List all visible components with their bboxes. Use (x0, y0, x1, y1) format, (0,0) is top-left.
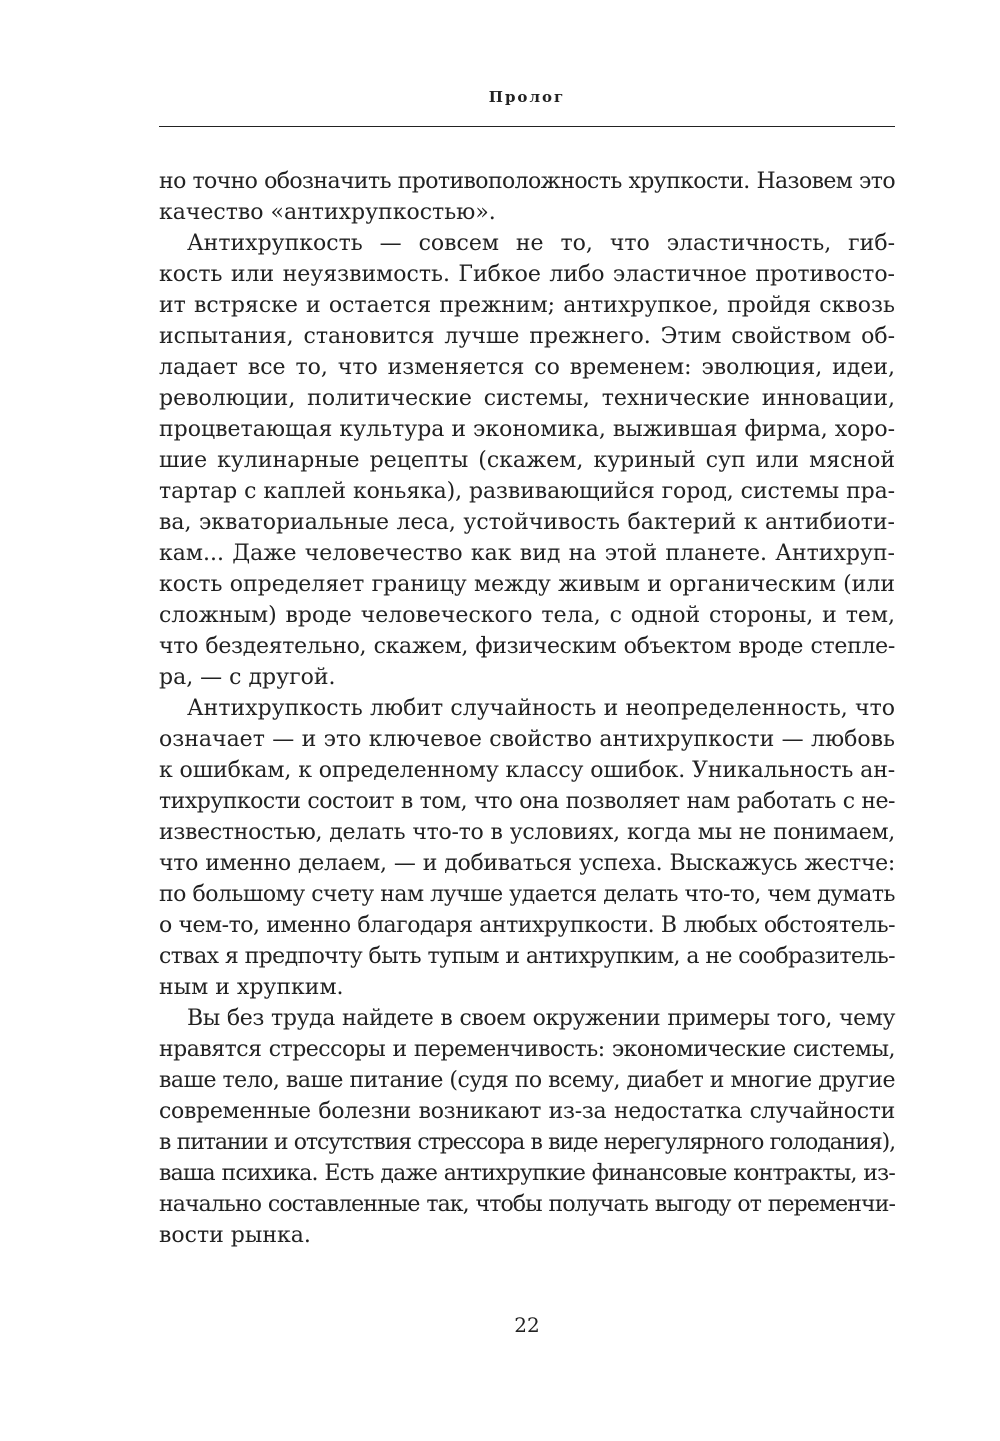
text-line: ствах я предпочту быть тупым и антихрупким, а не сообразитель- (159, 944, 895, 969)
text-line: тихрупкости состоит в том, что она позволяет нам работать с не- (159, 789, 895, 814)
text-line: ваше тело, ваше питание (судя по всему, диабет и многие другие (159, 1068, 895, 1093)
text-line: современные болезни возникают из-за недостатка случайности (159, 1099, 895, 1124)
text-line: ра, — с другой. (159, 665, 336, 690)
text-line: процветающая культура и экономика, выжившая фирма, хоро- (159, 417, 896, 442)
text-line: вости рынка. (159, 1223, 311, 1248)
text-line: Антихрупкость — совсем не то, что эластичность, гиб- (187, 231, 895, 256)
text-line: тартар с каплей коньяка), развивающийся город, системы пра- (159, 479, 895, 504)
text-line: ным и хрупким. (159, 975, 344, 1000)
text-line: ит встряске и остается прежним; антихрупкое, пройдя сквозь (159, 293, 895, 318)
running-head: Пролог (488, 88, 566, 106)
text-line: шие кулинарные рецепты (скажем, куриный суп или мясной (159, 448, 895, 473)
text-line: о чем-то, именно благодаря антихрупкости. В любых обстоятель- (159, 913, 895, 938)
text-line: что бездеятельно, скажем, физическим объектом вроде степле- (159, 634, 895, 659)
text-line: означает — и это ключевое свойство антихрупкости — любовь (159, 727, 895, 752)
text-line: ва, экваториальные леса, устойчивость бактерий к антибиоти- (159, 510, 895, 535)
text-line: известностью, делать что-то в условиях, когда мы не понимаем, (159, 820, 895, 845)
text-line: ваша психика. Есть даже антихрупкие финансовые контракты, из- (159, 1161, 895, 1186)
text-line: кам... Даже человечество как вид на этой планете. Антихруп- (159, 541, 895, 566)
text-line: по большому счету нам лучше удается делать что-то, чем думать (159, 882, 895, 907)
text-line: испытания, становится лучше прежнего. Этим свойством об- (159, 324, 895, 349)
header-rule (159, 126, 895, 127)
text-line: Вы без труда найдете в своем окружении примеры того, чему (187, 1006, 895, 1031)
text-line: сложным) вроде человеческого тела, с одной стороны, и тем, (159, 603, 895, 628)
text-line: кость или неуязвимость. Гибкое либо эластичное противосто- (159, 262, 895, 287)
text-line: качество «антихрупкостью». (159, 200, 496, 225)
text-line: начально составленные так, чтобы получать выгоду от переменчи- (159, 1192, 895, 1217)
text-line: революции, политические системы, технические инновации, (159, 386, 895, 411)
text-line: кость определяет границу между живым и органическим (или (159, 572, 895, 597)
paragraph (159, 228, 895, 693)
text-line: что именно делаем, — и добиваться успеха. Выскажусь жестче: (159, 851, 895, 876)
text-line: нравятся стрессоры и переменчивость: экономические системы, (159, 1037, 895, 1062)
paragraph (159, 1003, 895, 1251)
page-number: 22 (514, 1313, 540, 1337)
text-line: ладает все то, что изменяется со временем: эволюция, идеи, (159, 355, 895, 380)
text-line: к ошибкам, к определенному классу ошибок. Уникальность ан- (159, 758, 896, 783)
text-line: в питании и отсутствия стрессора в виде нерегулярного голодания), (159, 1130, 895, 1155)
text-line: Антихрупкость любит случайность и неопределенность, что (187, 696, 895, 721)
paragraph (159, 693, 895, 1003)
paragraph (159, 166, 895, 228)
text-line: но точно обозначить противоположность хрупкости. Назовем это (159, 169, 895, 194)
body-text (159, 166, 895, 1251)
